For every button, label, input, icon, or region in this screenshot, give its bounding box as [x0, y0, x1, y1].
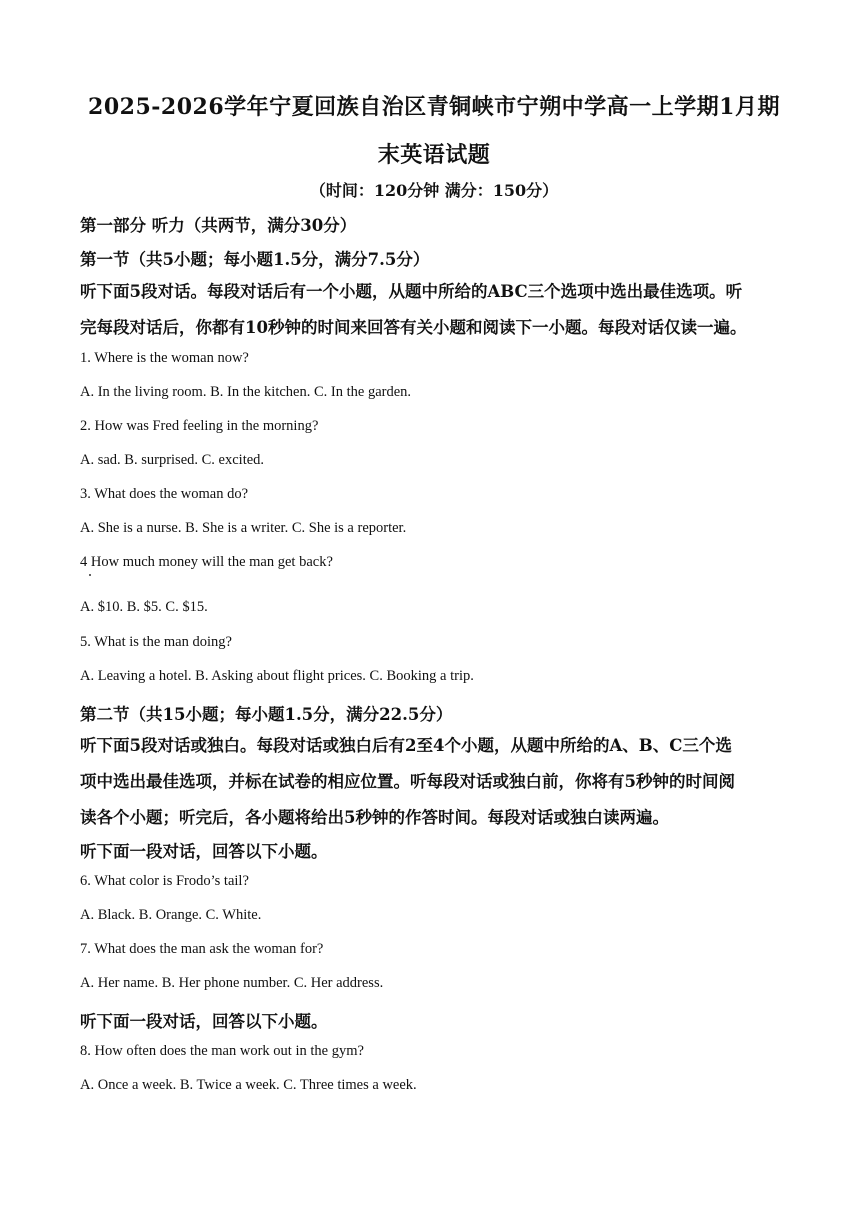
instruction-line: 项中选出最佳选项，并标在试卷的相应位置。听每段对话或独白前，你将有5秒钟的时间阅	[80, 772, 735, 791]
question-1: 1. Where is the woman now?	[80, 350, 249, 366]
question-5: 5. What is the man doing?	[80, 634, 232, 650]
question-2-options: A. sad. B. surprised. C. excited.	[80, 452, 265, 468]
stray-dot	[89, 574, 91, 576]
question-8-options: A. Once a week. B. Twice a week. C. Three times a week.	[80, 1077, 417, 1093]
question-4: 4 How much money will the man get back?	[80, 554, 333, 570]
question-6-options: A. Black. B. Orange. C. White.	[80, 907, 262, 923]
group2-heading: 听下面一段对话，回答以下小题。	[80, 1012, 328, 1031]
section2-heading: 第二节（共15小题；每小题1.5分，满分22.5分）	[80, 705, 453, 724]
question-7-options: A. Her name. B. Her phone number. C. Her address.	[80, 975, 384, 991]
exam-title-line1: 2025-2026学年宁夏回族自治区青铜峡市宁朔中学高一上学期1月期	[88, 94, 780, 120]
exam-info: （时间：120分钟 满分：150分）	[309, 181, 559, 200]
exam-title-line2: 末英语试题	[377, 142, 491, 168]
section1-heading: 第一节（共5小题；每小题1.5分，满分7.5分）	[80, 250, 430, 269]
group1-heading: 听下面一段对话，回答以下小题。	[80, 842, 328, 861]
question-6: 6. What color is Frodo’s tail?	[80, 873, 249, 889]
instruction-line: 完每段对话后，你都有10秒钟的时间来回答有关小题和阅读下一小题。每段对话仅读一遍。	[80, 318, 747, 337]
question-5-options: A. Leaving a hotel. B. Asking about flight prices. C. Booking a trip.	[80, 668, 474, 684]
part1-heading: 第一部分 听力（共两节，满分30分）	[80, 216, 357, 235]
question-1-options: A. In the living room. B. In the kitchen. C. In the garden.	[80, 384, 412, 400]
question-8: 8. How often does the man work out in the gym?	[80, 1043, 364, 1059]
instruction-line: 听下面5段对话。每段对话后有一个小题，从题中所给的ABC三个选项中选出最佳选项。听	[80, 282, 743, 301]
question-3: 3. What does the woman do?	[80, 486, 249, 502]
question-3-options: A. She is a nurse. B. She is a writer. C. She is a reporter.	[80, 520, 407, 536]
section2-instructions	[80, 728, 792, 836]
question-4-options: A. $10. B. $5. C. $15.	[80, 599, 208, 615]
instruction-line: 读各个小题；听完后，各小题将给出5秒钟的作答时间。每段对话或独白读两遍。	[80, 808, 669, 827]
instruction-line: 听下面5段对话或独白。每段对话或独白后有2至4个小题，从题中所给的A、B、C三个选	[80, 736, 732, 755]
question-7: 7. What does the man ask the woman for?	[80, 941, 324, 957]
question-2: 2. How was Fred feeling in the morning?	[80, 418, 319, 434]
section1-instructions	[80, 274, 792, 346]
